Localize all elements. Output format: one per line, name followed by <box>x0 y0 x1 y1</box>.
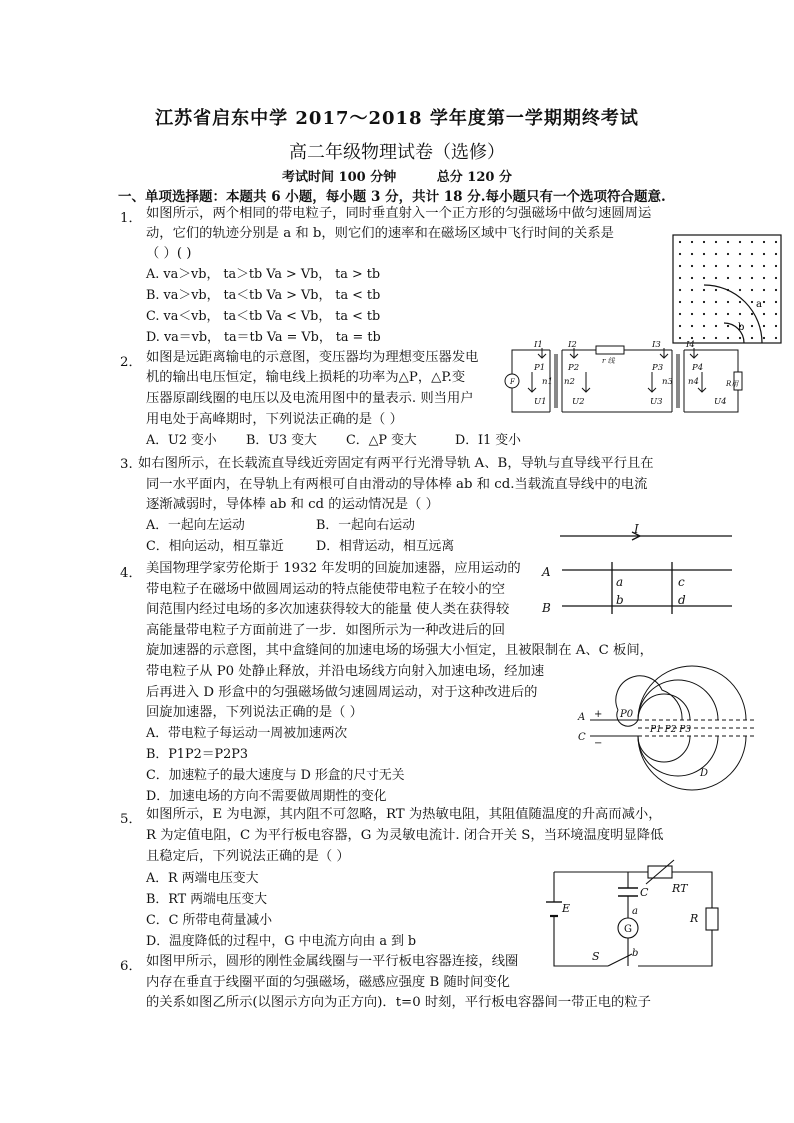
field-dot <box>763 277 765 279</box>
svg-text:a: a <box>632 906 638 917</box>
svg-text:P4: P4 <box>692 363 704 373</box>
field-dot <box>703 265 705 267</box>
field-dot <box>739 265 741 267</box>
question-text-line: 如图所示，E 为电源，其内阻不可忽略，RT 为热敏电阻，其阻值随温度的升高而减小， <box>146 807 662 822</box>
option-a: A．R 两端电压变大 <box>146 871 259 886</box>
option-d: D．I1 变小 <box>455 433 521 448</box>
field-dot <box>751 265 753 267</box>
field-dot <box>739 313 741 315</box>
question-text-line: 美国物理学家劳伦斯于 1932 年发明的回旋加速器，应用运动的 <box>146 561 521 576</box>
option-a: A. va＞vb， ta＞tb Va > Vb， ta > tb <box>146 267 381 282</box>
field-dot <box>763 253 765 255</box>
field-dot <box>691 313 693 315</box>
field-dot <box>751 289 753 291</box>
field-dot <box>775 265 777 267</box>
option-a: A．一起向左运动 <box>146 518 245 533</box>
field-dot <box>751 277 753 279</box>
field-dot <box>691 325 693 327</box>
field-dot <box>703 241 705 243</box>
field-dot <box>715 253 717 255</box>
field-dot <box>703 325 705 327</box>
field-dot <box>679 265 681 267</box>
field-dot <box>775 325 777 327</box>
label-b: b <box>738 322 745 333</box>
svg-text:P0: P0 <box>620 709 634 720</box>
field-dot <box>739 253 741 255</box>
question-number: 5． <box>120 812 142 827</box>
svg-text:d: d <box>678 593 686 607</box>
field-dot <box>691 241 693 243</box>
field-dot <box>715 289 717 291</box>
question-text-line: 高能量带电粒子方面前进了一步．如图所示为一种改进后的回 <box>146 623 506 638</box>
question-text-line: 压器原副线圈的电压以及电流用图中的量表示. 则当用户 <box>146 391 474 406</box>
field-dot <box>703 289 705 291</box>
field-dot <box>691 301 693 303</box>
field-dot <box>775 253 777 255</box>
option-c: C．C 所带电荷量减小 <box>146 913 273 928</box>
field-dot <box>775 277 777 279</box>
field-dot <box>751 301 753 303</box>
generator-label: F <box>510 378 515 386</box>
field-dot <box>727 265 729 267</box>
question-text-line: 间范围内经过电场的多次加速获得较大的能量 使人类在获得较 <box>146 602 510 617</box>
field-dot <box>727 313 729 315</box>
svg-text:U3: U3 <box>650 397 663 407</box>
exam-title: 江苏省启东中学 2017～2018 学年度第一学期期终考试 <box>155 108 639 129</box>
field-dot <box>727 325 729 327</box>
question-text-line: 逐渐减弱时，导体棒 ab 和 cd 的运动情况是（ ） <box>146 497 439 512</box>
question-text-line: 动，它们的轨迹分别是 a 和 b，则它们的速率和在磁场区域中飞行时间的关系是 <box>146 226 614 241</box>
svg-text:E: E <box>562 902 571 915</box>
field-dot <box>691 277 693 279</box>
question-text-line: 如图是远距离输电的示意图，变压器均为理想变压器发电 <box>146 350 479 365</box>
svg-text:R: R <box>690 912 699 925</box>
question-number: 2． <box>120 355 142 370</box>
field-dot <box>715 313 717 315</box>
field-dot <box>703 253 705 255</box>
svg-text:P3: P3 <box>652 363 664 373</box>
exam-time: 考试时间 100 分钟 <box>282 170 397 185</box>
option-c: C．加速粒子的最大速度与 D 形盒的尺寸无关 <box>146 768 405 783</box>
svg-text:RT: RT <box>672 882 688 895</box>
option-d: D．相背运动，相互远离 <box>316 539 455 554</box>
field-dot <box>715 301 717 303</box>
field-dot <box>763 265 765 267</box>
field-dot <box>775 289 777 291</box>
svg-text:G: G <box>624 924 632 935</box>
field-dot <box>703 313 705 315</box>
question-text-line: （ ）( ) <box>146 246 192 261</box>
svg-text:C: C <box>640 886 649 899</box>
question-number: 4． <box>120 566 142 581</box>
field-dot <box>751 253 753 255</box>
field-dot <box>679 325 681 327</box>
question-number: 6． <box>120 959 142 974</box>
field-dot <box>691 289 693 291</box>
svg-text:n2: n2 <box>564 377 575 387</box>
svg-text:P1 P2 P3: P1 P2 P3 <box>650 725 692 735</box>
question-text-line: 同一水平面内，在导轨上有两根可自由滑动的导体棒 ab 和 cd.当载流直导线中的电流 <box>146 477 648 492</box>
section-heading: 一、单项选择题：本题共 6 小题，每小题 3 分，共计 18 分.每小题只有一个选项符合题意. <box>118 189 666 205</box>
field-dot <box>775 337 777 339</box>
svg-text:−: − <box>594 738 603 749</box>
field-dot <box>727 253 729 255</box>
field-dot <box>763 301 765 303</box>
field-dot <box>727 241 729 243</box>
field-dot <box>715 277 717 279</box>
svg-text:A: A <box>578 712 586 723</box>
option-b: B. va＞vb， ta＜tb Va > Vb， ta < tb <box>146 288 381 303</box>
field-dot <box>715 241 717 243</box>
exam-subtitle: 高二年级物理试卷（选修） <box>289 142 505 163</box>
svg-text:U1: U1 <box>534 397 547 407</box>
svg-text:a: a <box>616 575 624 589</box>
question-text-line: 如图甲所示，圆形的刚性金属线圈与一平行板电容器连接，线圈 <box>146 954 519 969</box>
question-text-line: R 为定值电阻，C 为平行板电容器，G 为灵敏电流计. 闭合开关 S，当环境温度明显降低 <box>146 828 664 843</box>
question-text-line: 机的输出电压恒定，输电线上损耗的功率为△P，△P.变 <box>146 370 466 385</box>
question-number: 1． <box>120 211 142 226</box>
svg-text:S: S <box>592 950 600 963</box>
field-dot <box>763 241 765 243</box>
field-dot <box>739 301 741 303</box>
svg-text:n3: n3 <box>662 377 673 387</box>
option-d: D. va＝vb， ta＝tb Va = Vb， ta = tb <box>146 330 381 345</box>
field-dot <box>691 253 693 255</box>
svg-text:+: + <box>594 709 603 720</box>
svg-text:I4: I4 <box>686 340 695 350</box>
svg-text:b: b <box>616 593 624 607</box>
option-d: D．温度降低的过程中，G 中电流方向由 a 到 b <box>146 934 417 949</box>
field-dot <box>679 253 681 255</box>
label-a: a <box>756 299 762 310</box>
svg-text:I3: I3 <box>652 340 661 350</box>
field-dot <box>763 337 765 339</box>
svg-text:C: C <box>578 732 586 743</box>
option-b: B．P1P2＝P2P3 <box>146 747 249 762</box>
field-dot <box>727 301 729 303</box>
rails-figure <box>540 524 740 620</box>
field-dot <box>679 289 681 291</box>
field-dot <box>715 325 717 327</box>
svg-text:R用: R用 <box>726 380 739 388</box>
question-text-line: 用电处于高峰期时，下列说法正确的是（ ） <box>146 412 403 427</box>
field-dot <box>751 313 753 315</box>
field-dot <box>775 241 777 243</box>
svg-text:D: D <box>700 768 709 779</box>
question-text-line: 如图所示，两个相同的带电粒子，同时垂直射入一个正方形的匀强磁场中做匀速圆周运 <box>146 206 652 221</box>
question-text-line: 带电粒子在磁场中做圆周运动的特点能使带电粒子在较小的空 <box>146 582 506 597</box>
svg-text:U4: U4 <box>714 397 727 407</box>
field-dot <box>679 241 681 243</box>
field-dot <box>739 241 741 243</box>
svg-text:U2: U2 <box>572 397 585 407</box>
svg-text:I2: I2 <box>568 340 577 350</box>
cyclotron-figure <box>576 670 756 792</box>
field-dot <box>727 277 729 279</box>
field-dot <box>739 289 741 291</box>
option-c: C. va＜vb， ta＜tb Va < Vb， ta < tb <box>146 309 381 324</box>
question-text-line: 旋加速器的示意图，其中盒缝间的加速电场的场强大小恒定，且被限制在 A、C 板间， <box>146 643 653 658</box>
question-number: 3. <box>120 457 133 472</box>
option-b: B．一起向右运动 <box>316 518 415 533</box>
field-dot <box>679 313 681 315</box>
field-dot <box>751 325 753 327</box>
field-dot <box>763 313 765 315</box>
field-dot <box>715 265 717 267</box>
svg-text:B: B <box>542 601 551 615</box>
question-text-line: 后再进入 D 形盒中的匀强磁场做匀速圆周运动，对于这种改进后的 <box>146 685 538 700</box>
exam-score: 总分 120 分 <box>436 170 512 185</box>
field-dot <box>691 265 693 267</box>
field-dot <box>763 325 765 327</box>
exam-meta <box>0 166 794 185</box>
field-dot <box>703 301 705 303</box>
question-text-line: 回旋加速器，下列说法正确的是（ ） <box>146 705 363 720</box>
power-transmission-figure <box>502 338 746 416</box>
option-b: B．RT 两端电压变大 <box>146 892 267 907</box>
question-text-line: 如右图所示，在长载流直导线近旁固定有两平行光滑导轨 A、B，导轨与直导线平行且在 <box>138 456 654 471</box>
question-text-line: 的关系如图乙所示(以图示方向为正方向)．t=0 时刻，平行板电容器间一带正电的粒子 <box>146 995 651 1010</box>
svg-text:n1: n1 <box>542 377 553 387</box>
field-dot <box>775 301 777 303</box>
option-b: B．U3 变大 <box>246 433 317 448</box>
svg-text:n4: n4 <box>688 377 699 387</box>
question-text-line: 内存在垂直于线圈平面的匀强磁场，磁感应强度 B 随时间变化 <box>146 975 510 990</box>
svg-text:I: I <box>634 522 639 536</box>
field-dot <box>775 313 777 315</box>
question-text-line: 带电粒子从 P0 处静止释放，并沿电场线方向射入加速电场，经加速 <box>146 664 545 679</box>
field-dot <box>751 241 753 243</box>
option-c: C．△P 变大 <box>346 433 417 448</box>
option-a: A．U2 变小 <box>146 433 217 448</box>
trajectory-a <box>704 285 762 343</box>
field-dot <box>703 277 705 279</box>
field-dot <box>679 277 681 279</box>
circuit-figure <box>548 858 724 974</box>
svg-text:A: A <box>542 565 551 579</box>
field-dot <box>763 289 765 291</box>
option-d: D．加速电场的方向不需要做周期性的变化 <box>146 789 387 804</box>
field-dot <box>751 337 753 339</box>
svg-text:P1: P1 <box>534 363 546 373</box>
question-text-line: 且稳定后，下列说法正确的是（ ） <box>146 849 350 864</box>
magnetic-field-figure <box>672 234 784 346</box>
svg-text:r 线: r 线 <box>602 357 615 365</box>
svg-text:P2: P2 <box>568 363 580 373</box>
svg-text:I1: I1 <box>534 340 543 350</box>
option-c: C．相向运动，相互靠近 <box>146 539 284 554</box>
field-dot <box>739 277 741 279</box>
svg-text:b: b <box>632 948 639 959</box>
option-a: A．带电粒子每运动一周被加速两次 <box>146 726 348 741</box>
svg-text:c: c <box>678 575 685 589</box>
field-dot <box>679 301 681 303</box>
